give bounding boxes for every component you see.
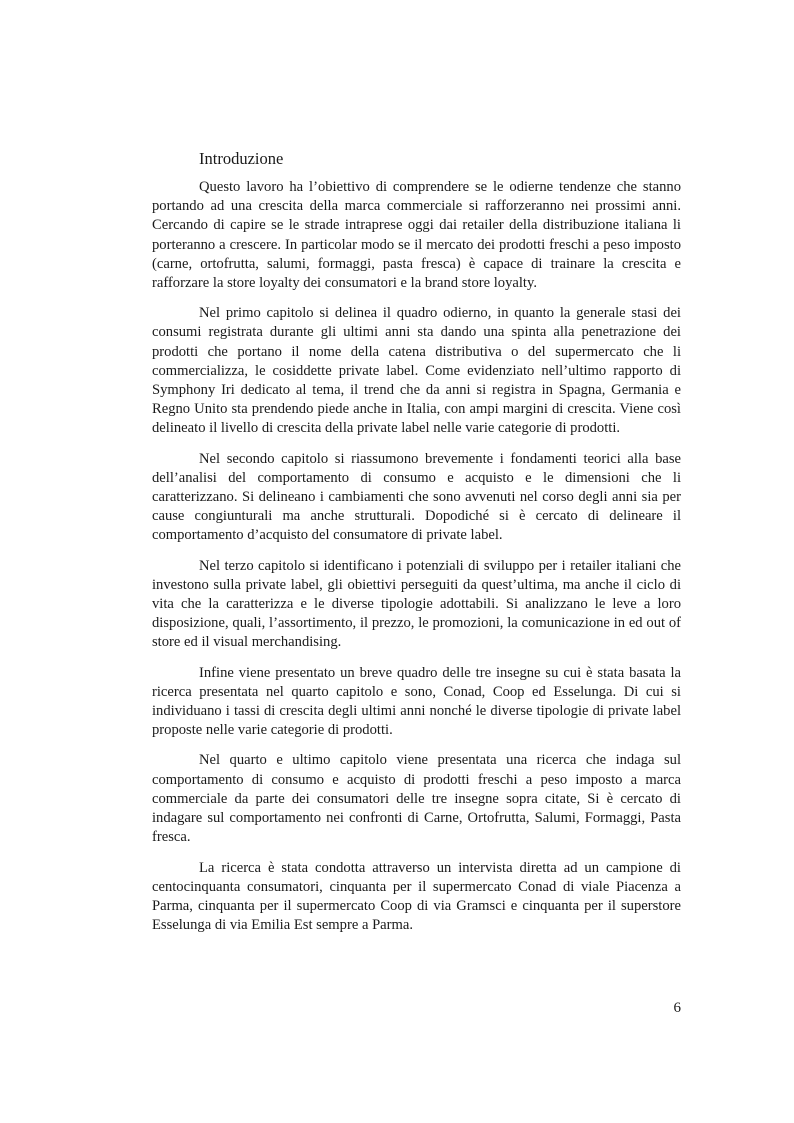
- page-number: 6: [673, 1000, 681, 1016]
- paragraph-7: La ricerca è stata condotta attraverso un intervista diretta ad un campione di centocinquanta consumatori, cinquanta per il supermercato Conad di viale Piacenza a Parma, cinquanta per il supermercato Coop di via Gramsci e cinquanta per il superstore Esselunga di via Emilia Est sempre a Parma.: [152, 859, 681, 934]
- paragraph-1: Questo lavoro ha l’obiettivo di comprendere se le odierne tendenze che stanno portando ad una crescita della marca commerciale si rafforzeranno nei prossimi anni. Cercando di capire se le strade intraprese oggi dai retailer della distribuzione italiana li porteranno a crescere. In particolar modo se il mercato dei prodotti freschi a peso imposto (carne, ortofrutta, salumi, formaggi, pasta fresca) è capace di trainare la crescita e rafforzare la store loyalty dei consumatori e la brand store loyalty.: [152, 179, 681, 292]
- paragraph-5: Infine viene presentato un breve quadro delle tre insegne su cui è stata basata la ricerca presentata nel quarto capitolo e sono, Conad, Coop ed Esselunga. Di cui si individuano i tassi di crescita degli ultimi anni nonché le diverse tipologie di private label proposte nelle varie categorie di prodotti.: [152, 664, 681, 739]
- paragraph-6: Nel quarto e ultimo capitolo viene presentata una ricerca che indaga sul comportamento di consumo e acquisto di prodotti freschi a peso imposto a marca commerciale da parte dei consumatori delle tre insegne sopra citate, Si è cercato di indagare sul comportamento nei confronti di Carne, Ortofrutta, Salumi, Formaggi, Pasta fresca.: [152, 752, 681, 846]
- paragraph-2: Nel primo capitolo si delinea il quadro odierno, in quanto la generale stasi dei consumi registrata durante gli ultimi anni sta dando una spinta alla penetrazione dei prodotti che portano il nome della catena distributiva o del supermercato che li commercializza, le cosiddette private label. Come evidenziato nell’ultimo rapporto di Symphony Iri dedicato al tema, il trend che da anni si registra in Spagna, Germania e Regno Unito sta prendendo piede anche in Italia, con ampi margini di crescita. Viene così delineato il livello di crescita della private label nelle varie categorie di prodotti.: [152, 305, 681, 437]
- section-heading: Introduzione: [199, 149, 284, 168]
- paragraph-3: Nel secondo capitolo si riassumono brevemente i fondamenti teorici alla base dell’analisi del comportamento di consumo e acquisto e le dimensioni che li caratterizzano. Si delineano i cambiamenti che sono avvenuti nel corso degli anni sia per cause congiunturali ma anche strutturali. Dopodiché si è cercato di delineare il comportamento d’acquisto del consumatore di private label.: [152, 450, 681, 544]
- paragraph-4: Nel terzo capitolo si identificano i potenziali di sviluppo per i retailer italiani che investono sulla private label, gli obiettivi perseguiti da quest’ultima, ma anche il ciclo di vita che la caratterizza e le diverse tipologie adottabili. Si analizzano le leve a loro disposizione, quali, l’assortimento, il prezzo, le promozioni, la comunicazione in ed out of store ed il visual merchandising.: [152, 557, 681, 651]
- page-body: [152, 148, 681, 946]
